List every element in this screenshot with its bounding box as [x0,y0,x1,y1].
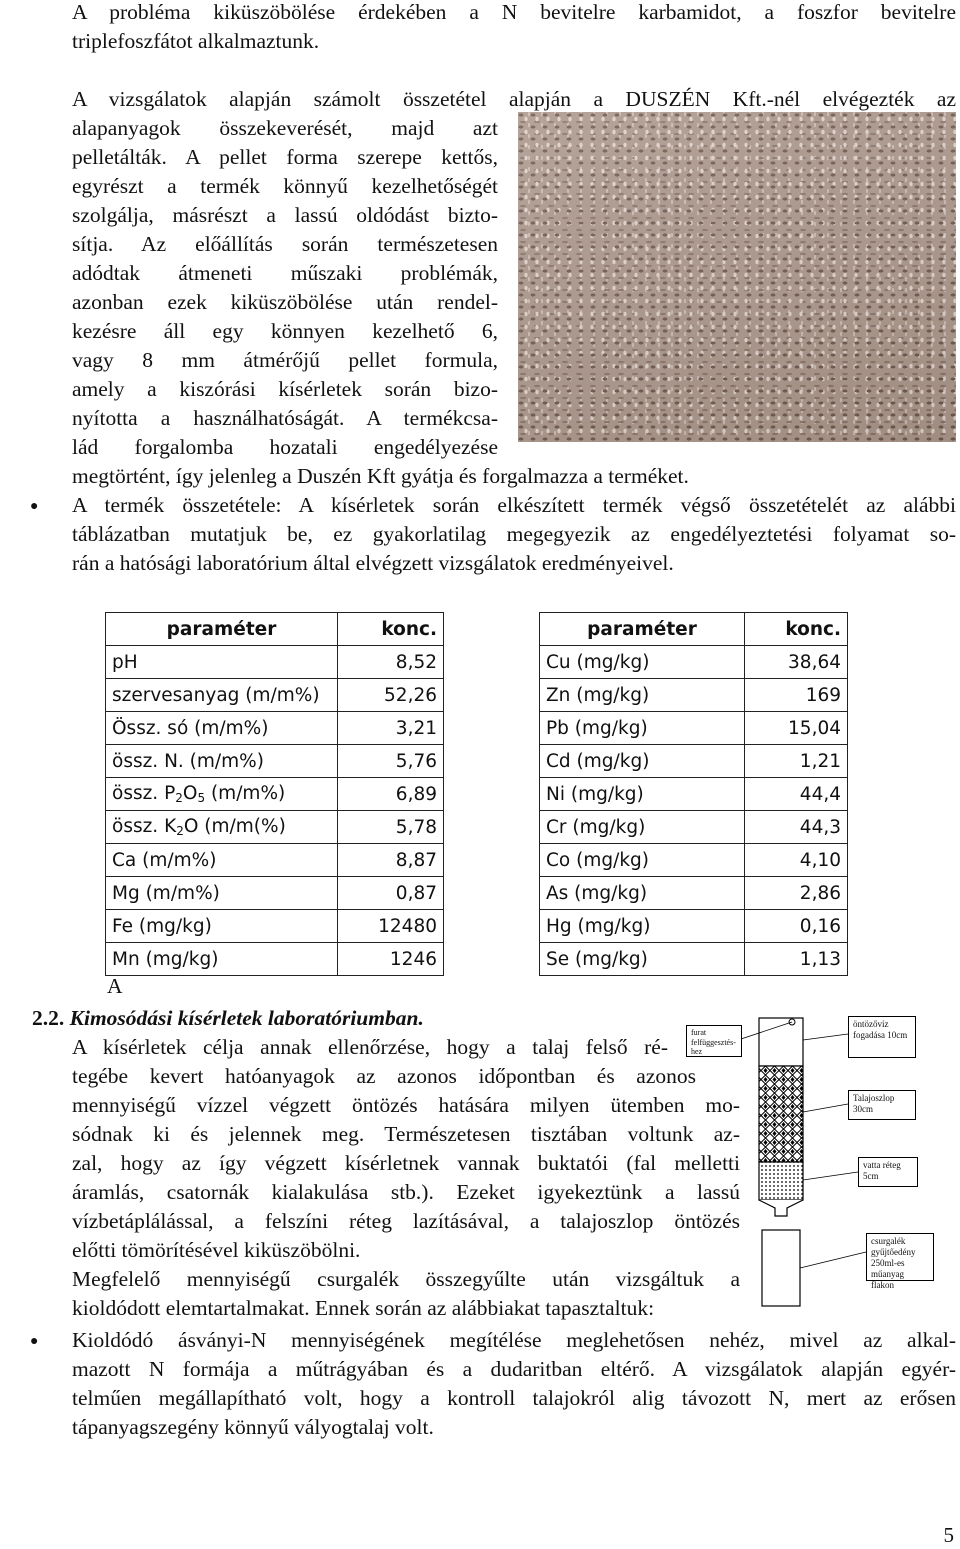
table-row: Pb (mg/kg) 15,04 [540,712,848,745]
bullet2-line-2: mazott N formája a műtrágyában és a dudaritban eltérő. A vizsgálatok alapján egyér- [72,1357,956,1381]
collector-bottle [762,1230,800,1306]
section-line-8: előtti tömörítésével kiküszöbölni. [72,1238,361,1262]
table-row: szervesanyag (m/m%) 52,26 [106,679,444,712]
pellet-line-11: amely a kiszórási kísérletek során bizo- [72,377,498,401]
pellet-line-5: szolgálja, másrészt a lassú oldódást bizto- [72,203,498,227]
bullet2-line-4: tápanyagszegény könnyű vályogtalaj volt. [72,1415,434,1439]
table-row: Hg (mg/kg) 0,16 [540,910,848,943]
section-line-7: vízbetáplálással, a felszíni réteg lazításával, a talajoszlop öntözés [72,1209,740,1233]
pellet-line-13: lád forgalomba hozatali engedélyezése [72,435,498,459]
section-line-5: zal, hogy az így végzett kísérletnek vannak buktatói (fal melletti [72,1151,740,1175]
label-vatta: vatta réteg 5cm [858,1157,918,1187]
composition-table-left [105,612,444,976]
table-row: Cu (mg/kg) 38,64 [540,646,848,679]
bullet-dot-2: ● [30,1334,39,1349]
label-ontozoviz: öntözővíz fogadása 10cm [848,1016,916,1058]
table-row: Össz. só (m/m%) 3,21 [106,712,444,745]
section-title: Kimosódási kísérletek laboratóriumban. [69,1006,424,1030]
pellet-line-14: megtörtént, így jelenleg a Duszén Kft gyátja és forgalmazza a terméket. [72,464,689,488]
table-row: pH 8,52 [106,646,444,679]
table-row: Ni (mg/kg) 44,4 [540,778,848,811]
bullet1-line-3: rán a hatósági laboratórium által elvégzett vizsgálatok eredményeivel. [72,551,674,575]
bullet2-line-3: telműen megállapítható volt, hogy a kontroll talajokról alig távozott N, mert az erősen [72,1386,956,1410]
pellet-line-4: egyrészt a termék könnyű kezelhetőségét [72,174,498,198]
label-talajoszlop: Talajoszlop 30cm [848,1090,916,1120]
pellet-line-12: nyította a használhatóságát. A termékcsa- [72,406,498,430]
table-row: Fe (mg/kg) 12480 [106,910,444,943]
pellet-line-8: azonban ezek kiküszöbölése után rendel- [72,290,498,314]
table-row: Co (mg/kg) 4,10 [540,844,848,877]
section-number: 2.2. [32,1006,65,1030]
table-row: össz. $P_2O_5$ (m/m%) 6,89 [106,778,444,811]
column-top-compartment [759,1018,803,1066]
table-row: össz. N. (m/m%) 5,76 [106,745,444,778]
pellet-line-9: kezésre áll egy könnyen kezelhető 6, [72,319,498,343]
label-furat: furat felfüggesztés-hez [686,1025,742,1057]
table-row: Cd (mg/kg) 1,21 [540,745,848,778]
bullet1-line-1: A termék összetétele: A kísérletek során elkészített termék végső összetételét az alábbi [72,493,956,517]
table-row: Se (mg/kg) 1,13 [540,943,848,976]
table-right-header-conc: konc. [745,613,848,646]
section-line-9: Megfelelő mennyiségű csurgalék összegyűlte után vizsgáltuk a [72,1267,740,1291]
section-line-6: áramlás, csatornák kialakulása stb.). Ezeket igyekeztünk a lassú [72,1180,740,1204]
bullet-dot-1: ● [30,499,39,514]
table-row: Cr (mg/kg) 44,3 [540,811,848,844]
pellet-line-7: adódtak átmeneti műszaki problémák, [72,261,498,285]
bullet2-line-1: Kioldódó ásványi-N mennyiségének megítélése meglehetősen nehéz, mivel az alkal- [72,1328,956,1352]
cotton-layer [759,1162,803,1200]
table-row: össz. $K_2O$ (m/m(%) 5,78 [106,811,444,844]
section-heading [32,1004,424,1033]
page-number: 5 [943,1523,954,1547]
stray-letter: A [107,974,123,998]
soil-column [759,1066,803,1162]
composition-table-right [539,612,848,976]
table-left-header-param: paraméter [106,613,338,646]
bullet1-line-2: táblázatban mutatjuk be, ez gyakorlatilag megegyezik az engedélyeztetési folyamat so- [72,522,956,546]
table-row: Zn (mg/kg) 169 [540,679,848,712]
pellet-line-2: alapanyagok összekeverését, majd azt [72,116,498,140]
pellet-photo [518,112,956,442]
pellet-line-1: A vizsgálatok alapján számolt összetétel alapján a DUSZÉN Kft.-nél elvégezték az [72,87,956,111]
section-line-1: A kísérletek célja annak ellenőrzése, hogy a talaj felső ré- [72,1035,668,1059]
section-line-4: sódnak ki és jelennek meg. Természetesen tisztában voltunk az- [72,1122,740,1146]
table-row: As (mg/kg) 2,86 [540,877,848,910]
section-line-10: kioldódott elemtartalmakat. Ennek során az alábbiakat tapasztaltuk: [72,1296,655,1320]
table-left-header-conc: konc. [338,613,444,646]
pellet-line-3: pelletálták. A pellet forma szerepe kettős, [72,145,498,169]
pellet-line-10: vagy 8 mm átmérőjű pellet formula, [72,348,498,372]
table-row: Mg (m/m%) 0,87 [106,877,444,910]
section-line-2: tegébe kevert hatóanyagok az azonos időpontban és azonos [72,1064,696,1088]
table-row: Ca (m/m%) 8,87 [106,844,444,877]
table-right-header-param: paraméter [540,613,745,646]
intro-line-1: A probléma kiküszöbölése érdekében a N bevitelre karbamidot, a foszfor bevitelre [72,0,956,24]
intro-line-2: triplefoszfátot alkalmaztunk. [72,29,320,53]
table-row: Mn (mg/kg) 1246 [106,943,444,976]
pellet-line-6: sítja. Az előállítás során természetesen [72,232,498,256]
label-csurgalek: csurgalék gyűjtőedény 250ml-es műanyag flakon [866,1233,934,1281]
section-line-3: mennyiségű vízzel végzett öntözés hatására milyen ütemben mo- [72,1093,740,1117]
column-outlet [759,1200,803,1216]
